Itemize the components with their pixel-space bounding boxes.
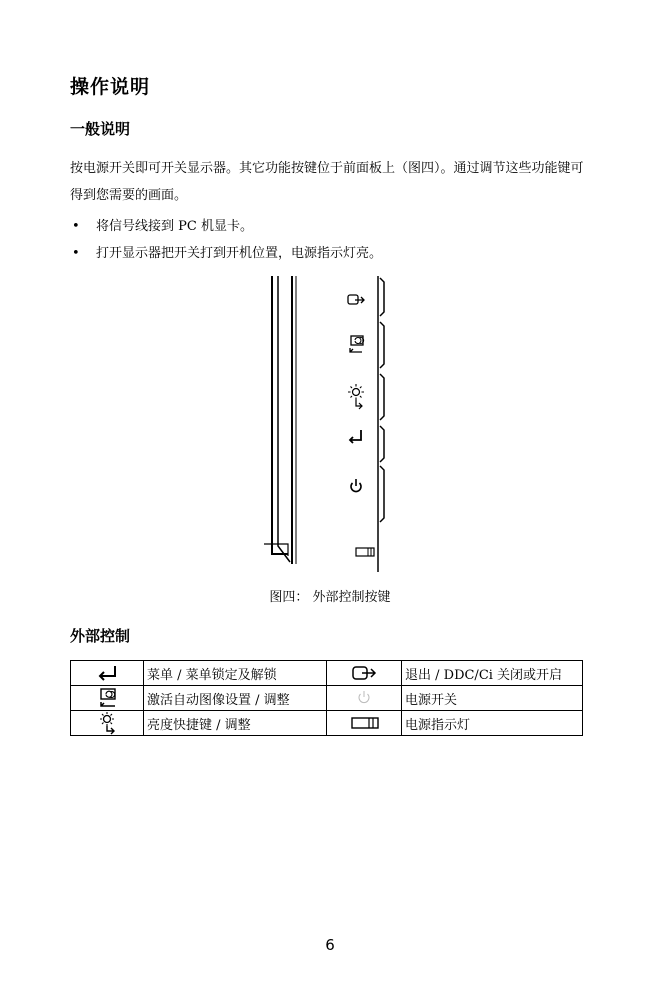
- section-heading-general: 一般说明: [70, 120, 131, 138]
- control-label: 退出 / DDC/Ci 关闭或开启: [402, 661, 583, 686]
- control-label: 菜单 / 菜单锁定及解锁: [144, 661, 327, 686]
- auto-adjust-icon: [93, 687, 121, 709]
- table-icon-cell: [71, 711, 144, 736]
- brightness-icon: [348, 384, 364, 409]
- control-label: 电源开关: [402, 686, 583, 711]
- general-paragraph: 按电源开关即可开关显示器。其它功能按键位于前面板上（图四）。通过调节这些功能键可得到您需要的画面。: [70, 161, 584, 203]
- exit-icon: [348, 295, 364, 304]
- power-indicator-icon: [356, 548, 374, 556]
- table-icon-cell: [71, 661, 144, 686]
- brightness-icon: [93, 711, 121, 735]
- power-indicator-icon: [344, 713, 384, 733]
- power-icon: [354, 688, 374, 708]
- bullet-text: 打开显示器把开关打到开机位置，电源指示灯亮。: [96, 246, 383, 261]
- table-row: [71, 686, 583, 711]
- controls-table: [70, 660, 583, 736]
- enter-icon: [350, 430, 361, 443]
- page-title: 操作说明: [70, 76, 151, 98]
- enter-icon: [93, 663, 121, 683]
- bullet-icon: •: [72, 246, 80, 261]
- figure-caption: 图四： 外部控制按键: [269, 590, 391, 605]
- power-icon: [351, 479, 361, 492]
- table-icon-cell: [327, 661, 402, 686]
- control-label: 电源指示灯: [402, 711, 583, 736]
- front-panel-illustration: [260, 272, 400, 582]
- control-label: 激活自动图像设置 / 调整: [144, 686, 327, 711]
- auto-adjust-icon: [350, 336, 364, 352]
- front-panel-figure: [260, 272, 400, 582]
- exit-icon: [349, 663, 379, 683]
- section-heading-external: 外部控制: [70, 627, 131, 645]
- control-label: 亮度快捷键 / 调整: [144, 711, 327, 736]
- table-row: [71, 711, 583, 736]
- table-icon-cell: [327, 711, 402, 736]
- page-number: 6: [325, 936, 335, 954]
- bullet-icon: •: [72, 219, 80, 234]
- table-icon-cell: [327, 686, 402, 711]
- list-item: [70, 240, 382, 267]
- list-item: [70, 213, 382, 240]
- bullet-text: 将信号线接到 PC 机显卡。: [96, 219, 253, 234]
- table-row: [71, 661, 583, 686]
- bullet-list: [70, 213, 382, 267]
- table-icon-cell: [71, 686, 144, 711]
